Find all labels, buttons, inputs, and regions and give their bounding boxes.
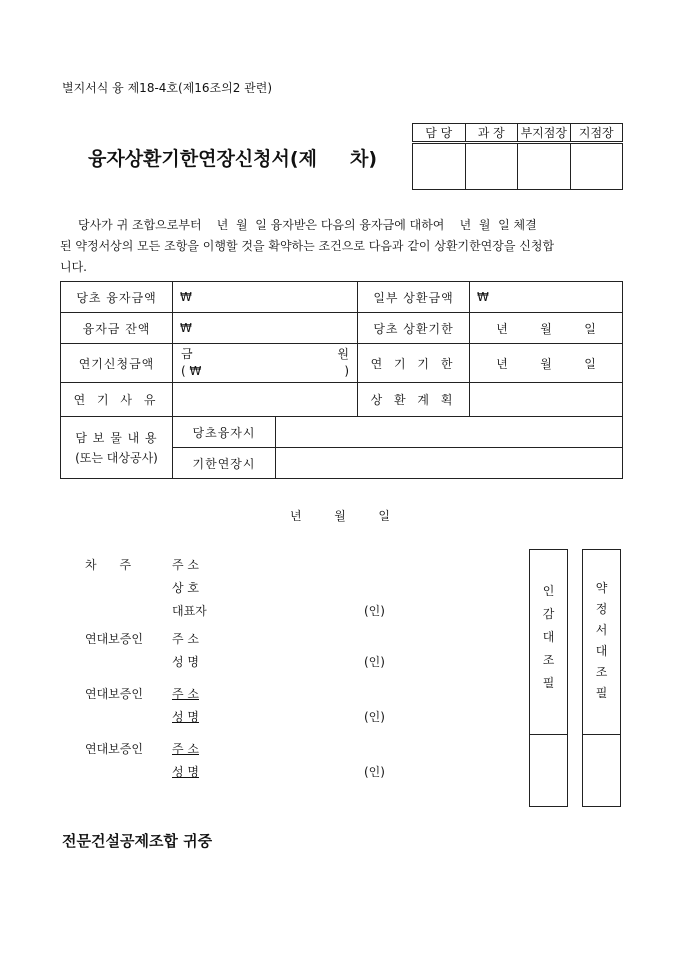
year-label: 년	[496, 321, 508, 336]
month-label: 월	[540, 321, 552, 336]
application-date	[290, 507, 390, 524]
balance-field[interactable]: ₩	[173, 313, 358, 344]
collateral-initial-field[interactable]	[276, 417, 623, 448]
approval-cell[interactable]	[465, 143, 518, 190]
paragraph-line: 된 약정서상의 모든 조항을 이행할 것을 확약하는 조건으로 다음과 같이 상환기한연장을 신청합	[60, 239, 555, 253]
signer-field-address: 주 소	[172, 632, 199, 646]
initial-loan-field[interactable]: ₩	[173, 282, 358, 313]
signer-role: 차 주	[85, 558, 132, 572]
label-reason: 연 기 사 유	[61, 383, 173, 417]
seal-verification-box[interactable]	[529, 549, 568, 807]
signer-field-address: 주 소	[172, 558, 199, 572]
won-open: ( ₩	[181, 364, 202, 378]
won-close: )	[344, 364, 349, 378]
approval-cell[interactable]	[518, 143, 571, 190]
original-due-field[interactable]	[470, 313, 623, 344]
seal-mark: (인)	[364, 765, 385, 779]
form-reference: 별지서식 융 제18-4호(제16조의2 관련)	[62, 81, 273, 95]
extension-amount-field[interactable]	[173, 344, 358, 383]
month-label: 월	[540, 356, 552, 371]
partial-repay-field[interactable]: ₩	[470, 282, 623, 313]
collateral-extension-field[interactable]	[276, 448, 623, 479]
day-label: 일	[584, 356, 596, 371]
label-extension-due: 연 기 기 한	[358, 344, 470, 383]
signer-role: 연대보증인	[85, 687, 143, 701]
contract-verification-label: 약정서대조필	[595, 581, 608, 700]
signer-field-name: 성 명	[172, 655, 199, 669]
label-extension-time: 기한연장시	[173, 448, 276, 479]
approval-header: 담 당	[413, 124, 466, 143]
box-divider	[583, 734, 620, 735]
label-original-due: 당초 상환기한	[358, 313, 470, 344]
signer-field-address: 주 소	[172, 742, 199, 756]
approval-header: 부지점장	[518, 124, 571, 143]
day-label: 일	[584, 321, 596, 336]
signer-field-name: 성 명	[172, 765, 199, 779]
signer-field-name: 성 명	[172, 710, 199, 724]
collateral-label: 담 보 물 내 용	[75, 430, 158, 445]
approval-header: 과 장	[465, 124, 518, 143]
label-partial-repay: 일부 상환금액	[358, 282, 470, 313]
document-title: 융자상환기한연장신청서(제 차)	[88, 148, 378, 170]
recipient: 전문건설공제조합 귀중	[62, 832, 213, 850]
seal-mark: (인)	[364, 655, 385, 669]
seal-mark: (인)	[364, 604, 385, 618]
contract-verification-box[interactable]	[582, 549, 621, 807]
loan-info-table	[60, 281, 623, 479]
approval-cell[interactable]	[413, 143, 466, 190]
collateral-sublabel: (또는 대상공사)	[75, 450, 158, 465]
label-balance: 융자금 잔액	[61, 313, 173, 344]
label-repay-plan: 상 환 계 획	[358, 383, 470, 417]
label-initial-time: 당초융자시	[173, 417, 276, 448]
signer-field-address: 주 소	[172, 687, 199, 701]
seal-verification-label: 인감대조필	[542, 584, 555, 690]
signer-field-representative: 대표자	[172, 604, 207, 618]
extension-due-field[interactable]	[470, 344, 623, 383]
signer-role: 연대보증인	[85, 632, 143, 646]
signer-field-company: 상 호	[172, 581, 199, 595]
approval-cell[interactable]	[570, 143, 623, 190]
signer-role: 연대보증인	[85, 742, 143, 756]
seal-mark: (인)	[364, 710, 385, 724]
approval-header: 지점장	[570, 124, 623, 143]
year-label: 년	[290, 509, 302, 523]
label-extension-amount: 연기신청금액	[61, 344, 173, 383]
month-label: 월	[334, 509, 346, 523]
repay-plan-field[interactable]	[470, 383, 623, 417]
paragraph-line: 니다.	[60, 260, 87, 274]
approval-box	[412, 123, 623, 190]
year-label: 년	[496, 356, 508, 371]
box-divider	[530, 734, 567, 735]
paragraph-line: 당사가 귀 조합으로부터 년 월 일 융자받은 다음의 융자금에 대하여 년 월 일 체결	[78, 218, 537, 232]
reason-field[interactable]	[173, 383, 358, 417]
label-initial-loan: 당초 융자금액	[61, 282, 173, 313]
amount-prefix: 금	[181, 347, 193, 361]
amount-unit: 원	[337, 347, 349, 361]
day-label: 일	[378, 509, 390, 523]
label-collateral	[61, 417, 173, 479]
